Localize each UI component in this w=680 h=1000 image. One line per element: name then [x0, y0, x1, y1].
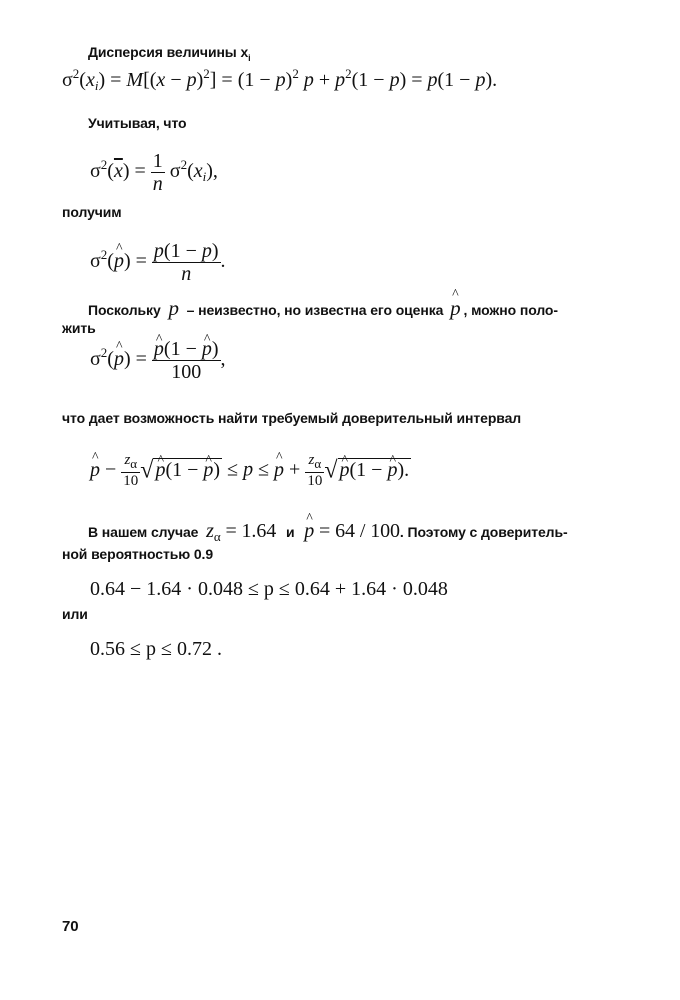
formula-confidence-interval: ^ p − $\frac{z_\alpha}{10}$ √ ^ p(1 − ^ p) ≤ p ≤ ^ p + $\frac{z_\alpha}{10}$ √ ^ p(1 − ^ p).: [90, 452, 411, 490]
text-ili: или: [62, 606, 88, 622]
text-noi-veroyatnostyu: ной вероятностью 0.9: [62, 546, 214, 562]
formula-variance-p-hat: $\sigma^2(\^{}$ p) = $\frac{p(1 - p)}{n}$ .: [90, 240, 226, 285]
formula-variance-xi: $\sigma^2(x_i) = M[(x - p)^2] = (1 - p)^2$ $p + p^2(1 - p) = p(1 - p)$.: [62, 66, 498, 93]
text-poluchim: получим: [62, 204, 122, 220]
formula-variance-mean: $\sigma^2(\overline{x})$ = $\frac{1}{n}$ $\sigma^2(x_i)$,: [90, 150, 218, 195]
formula-numeric-interval: 0.64 − 1.64 · 0.048 ≤ p ≤ 0.64 + 1.64 · 0.048: [90, 578, 448, 600]
formula-final-interval: 0.56 ≤ p ≤ 0.72 .: [90, 638, 222, 660]
text-uchityvaya: Учитывая, что: [88, 115, 187, 131]
text-v-nashem: В нашем случае $z_\alpha = 1.64$ и ^ p = 64 / 100. Поэтому с доверитель-: [88, 520, 568, 545]
text-zhit: жить: [62, 320, 96, 336]
text-chto-daet: что дает возможность найти требуемый доверительный интервал: [62, 410, 522, 426]
text-dispersion: Дисперсия величины $x_i$: [88, 44, 251, 63]
text-poskolku: Поскольку p – неизвестно, но известна его оценка ^ p , можно поло-: [88, 296, 558, 321]
page-number: 70: [62, 918, 79, 935]
formula-variance-estimate: $\sigma^2(\^{}$ p) = ^ $\frac{p(1 - \^{} p)}{100}$ ,: [90, 338, 226, 383]
